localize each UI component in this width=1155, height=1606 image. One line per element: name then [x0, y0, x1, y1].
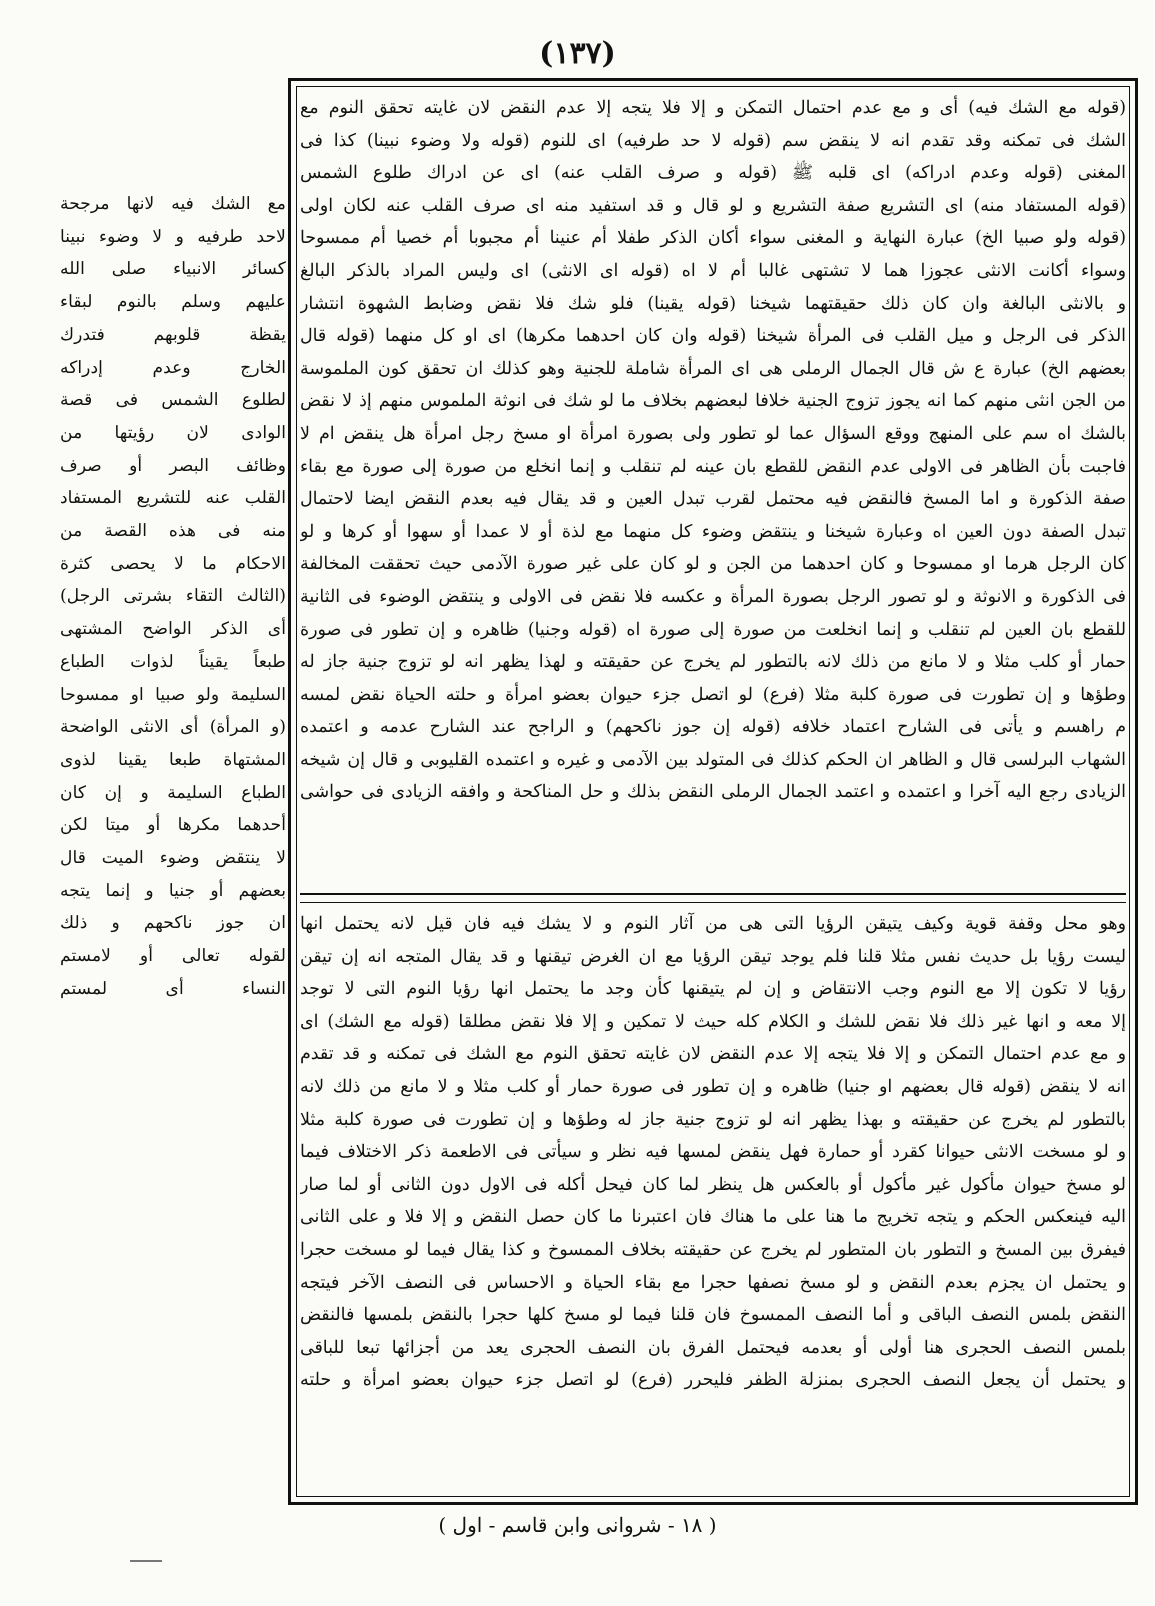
text-line: حمار أو كلب مثلا و لا مانع من ذلك لانه بالتطور لم يخرج عن حقيقته و لهذا يظهر انه لو تزوج جنية جاز له [300, 652, 1126, 673]
page-footer: ( ١٨ - شروانى وابن قاسم - اول ) [438, 1513, 717, 1537]
text-line: بلمس النصف الحجرى هنا أولى أو بعدمه فيحتمل الفرق بان النصف الحجرى يعد من أجزائها تبعا للباقى [300, 1337, 1126, 1358]
margin-line: عليهم وسلم بالنوم لبقاء [60, 292, 286, 313]
stray-mark [130, 1560, 162, 1562]
margin-line: وظائف البصر أو صرف [60, 455, 286, 476]
margin-line: القلب عنه للتشريع المستفاد [60, 488, 286, 509]
margin-line: ان جوز ناكحهم و ذلك [60, 913, 286, 934]
text-line: فاجبت بأن الظاهر فى الاولى عدم النقض للقطع بان عينه لم تنقلب و إنما انخلع من صورة إلى صورة مع بقاء [300, 456, 1126, 477]
text-line: (قوله مع الشك فيه) أى و مع عدم احتمال التمكن و إلا فلا يتجه إلا عدم النقض لان غايته تحقق النوم مع [300, 98, 1126, 118]
margin-text [60, 188, 286, 1006]
text-line: النقض بلمس النصف الباقى و أما النصف الممسوخ فان قلنا فيما لو مسخ كلها حجرا بالنقض بلمسها فالنقض [300, 1305, 1126, 1326]
text-line: الزيادى رجع اليه آخرا و اعتمده و اعتمد الجمال الرملى النقض بذلك و حل المناكحة و وافقه الزيادى فى حواشى [300, 782, 1126, 803]
margin-line: أحدهما مكرها أو ميتا لكن [60, 815, 286, 836]
text-line: بالشك اه سم على المنهج ووقع السؤال عما لو تطور ولى بصورة امرأة او مسخ رجل امرأة هل ينقض ام لا [300, 423, 1126, 444]
text-line: وهو محل وقفة قوية وكيف يتيقن الرؤيا التى هى من آثار النوم و لا يشك فيه فان قيل لانه يحتمل انها [300, 914, 1126, 934]
text-line: (قوله ولو صبيا الخ) عبارة النهاية و المغنى سواء أكان الذكر طفلا أم عنينا أم مجبوبا أم خصيا أم ممسوحا [300, 228, 1126, 249]
margin-line: النساء أى لمستم [60, 978, 286, 999]
margin-line: لا ينتقض وضوء الميت قال [60, 848, 286, 869]
text-line: وسواء أكانت الانثى عجوزا هما لا تشتهى غالبا أم لا اه (قوله اى الانثى) اى وليس المراد بالذكر البالغ [300, 260, 1126, 281]
margin-line: الخارج وعدم إدراكه [60, 357, 286, 378]
text-line: و يحتمل ان يجزم بعدم النقض و لو مسخ نصفها حجرا مع بقاء الحياة و الاحساس فى النصف الآخر فيتجه [300, 1272, 1126, 1293]
text-line: و مع عدم احتمال التمكن و إلا فلا يتجه إلا عدم النقض لان غايته تحقق النوم مع الشك فى تمكنه و قد تقدم [300, 1044, 1126, 1065]
text-line: الشك فى تمكنه وقد تقدم انه لا ينقض سم (قوله لا حد طرفيه) اى للنوم (قوله ولا وضوء نبينا) كذا فى [300, 130, 1126, 151]
margin-line: بعضهم أو جنيا و إنما يتجه [60, 880, 286, 901]
margin-line: (و المرأة) أى الانثى الواضحة [60, 717, 286, 738]
text-line: و بالانثى البالغة وان كان ذلك حقيقتهما شيخنا (قوله يقينا) فلو شك فلا نقض وضابط الشهوة انتشار [300, 293, 1126, 314]
text-line: فيفرق بين المسخ و التطور بان المتطور لم يخرج عن حقيقته بخلاف الممسوخ و كذا يقال فيما لو مسخت حجرا [300, 1239, 1126, 1260]
text-line: (قوله المستفاد منه) اى التشريع صفة التشريع و لو قال و قد استفيد منه اى صرف القلب عنه لكان اولى [300, 195, 1126, 216]
text-line: انه لا ينقض (قوله قال بعضهم او جنيا) ظاهره و إن تطور فى صورة حمار أو كلب مثلا و لا مانع من ذلك لانه [300, 1076, 1126, 1097]
margin-line: الوادى لان رؤيتها من [60, 422, 286, 443]
margin-line: يقظة قلوبهم فتدرك [60, 324, 286, 345]
margin-line: منه فى هذه القصة من [60, 521, 286, 542]
margin-line: لطلوع الشمس فى قصة [60, 390, 286, 411]
text-line: و يحتمل أن يجعل النصف الحجرى بمنزلة الظفر فليحرر (فرع) لو اتصل جزء حيوان بعضو امرأة و حلته [300, 1370, 1126, 1391]
margin-line: لقوله تعالى أو لامستم [60, 946, 286, 967]
text-line: المغنى (قوله وعدم ادراكه) اى قلبه ﷺ (قوله و صرف القلب عنه) اى عن ادراك طلوع الشمس [300, 163, 1126, 184]
margin-line: الاحكام ما لا يحصى كثرة [60, 553, 286, 574]
margin-line: طبعاً يقيناً لذوات الطباع [60, 651, 286, 672]
margin-line: أى الذكر الواضح المشتهى [60, 619, 286, 640]
text-line: و لو مسخت الانثى حيوانا كقرد أو حمارة فهل ينقض لمسها فيه نظر و سيأتى فى الاطعمة ذكر الاختلاف فيما [300, 1142, 1126, 1163]
text-line: صفة الذكورة و اما المسخ فالنقض فيه محتمل لقرب تبدل العين و قد يقال فيه بعدم النقض ايضا لاحتمال [300, 489, 1126, 510]
text-line: اليه فينعكس الحكم و يتجه تخريج ما هنا على ما هناك فان اعتبرنا ما كان حصل النقض و إلا فلا و على الثانى [300, 1207, 1126, 1228]
text-line: كان الرجل هرما او ممسوحا و كان احدهما من الجن و لو كان على غير صورة الآدمى حيث تحققت المخالفة [300, 554, 1126, 575]
page-number: (١٣٧) [539, 36, 616, 71]
text-line: للقطع بان العين لم تنقلب و إنما انخلعت من صورة إلى صورة اه (قوله وجنيا) ظاهره و إن تطور فى صورة [300, 619, 1126, 640]
text-line: لو مسخ حيوان مأكول غير مأكول أو بالعكس هل ينظر لما كان فيحل أكله فى الاول دون الثانى أو لما صار [300, 1174, 1126, 1195]
text-line: ليست رؤيا بل حديث نفس مثلا قلنا فلم يوجد تيقن الرؤيا مع ان الغرض تيقنها و قد يقال المتجه انه إن تيقن [300, 946, 1126, 967]
commentary-bottom-block [300, 908, 1126, 1491]
text-line: بعضهم الخ) عبارة ع ش قال الجمال الرملى هى اى المرأة شاملة للجنية وهو كذلك ان تحقق كون الملموسة [300, 358, 1126, 379]
text-line: م راهسم و يأتى فى الشارح اعتماد خلافه (قوله إن جوز ناكحهم) و الراجح عند الشارح عدمه و اعتمده [300, 717, 1126, 738]
margin-line: (الثالث التقاء بشرتى الرجل) [60, 586, 286, 607]
text-line: بالتطور لم يخرج عن حقيقته و بهذا يظهر انه لو تزوج جنية جاز له وطؤها و إن تطورت فى صورة كلبة مثلا [300, 1109, 1126, 1130]
margin-line: الطباع السليمة و إن كان [60, 782, 286, 803]
margin-line: كسائر الانبياء صلى الله [60, 259, 286, 280]
margin-line: المشتهاة طبعا يقينا لذوى [60, 749, 286, 770]
text-line: من الجن انثى منهم كما انه يجوز تزوج الجنية خلافا لبعضهم بخلاف ما لو شك فى انوثة الملموس منهم إذ لا نقض [300, 391, 1126, 412]
text-line: وطؤها و إن تطورت فى صورة كلبة مثلا (فرع) لو اتصل جزء حيوان بعضو امرأة و حلته الحياة نقض لمسه [300, 684, 1126, 705]
text-line: رؤيا لا تكون إلا مع النوم وجب الانتقاض و إن لم يتيقنها كأن وجد ما يحتمل انها رؤيا النوم التى لا توجد [300, 979, 1126, 1000]
margin-line: السليمة ولو صبيا او ممسوحا [60, 684, 286, 705]
text-line: إلا معه و انها غير ذلك فلا نقض للشك و الكلام كله حيث لا تمكين و إلا فلا نقض مطلقا (قوله مع الشك) اى [300, 1011, 1126, 1032]
text-line: تبدل الصفة دون العين اه وعبارة شيخنا و ينتقض وضوء كل منهما مع لذة أو لا عمدا أو سهوا أو كرها و لو [300, 521, 1126, 542]
section-divider [300, 893, 1126, 903]
margin-line: مع الشك فيه لانها مرجحة [60, 194, 286, 214]
text-line: فى الذكورة و الانوثة و لو تصور الرجل بصورة المرأة و عكسه فلا نقض فى الاولى و ينتقض الوضوء فى الثانية [300, 586, 1126, 607]
commentary-top-block [300, 92, 1126, 889]
text-line: الذكر فى الرجل و ميل القلب فى المرأة شيخنا (قوله وان كان احدهما مكرها) اى او كل منهما (قوله قال [300, 326, 1126, 347]
text-line: الشهاب البرلسى قال و الظاهر ان الحكم كذلك فى المتولد بين الآدمى و غيره و اعتمده القليوبى و قال إن شيخه [300, 749, 1126, 770]
margin-line: لاحد طرفيه و لا وضوء نبينا [60, 226, 286, 247]
